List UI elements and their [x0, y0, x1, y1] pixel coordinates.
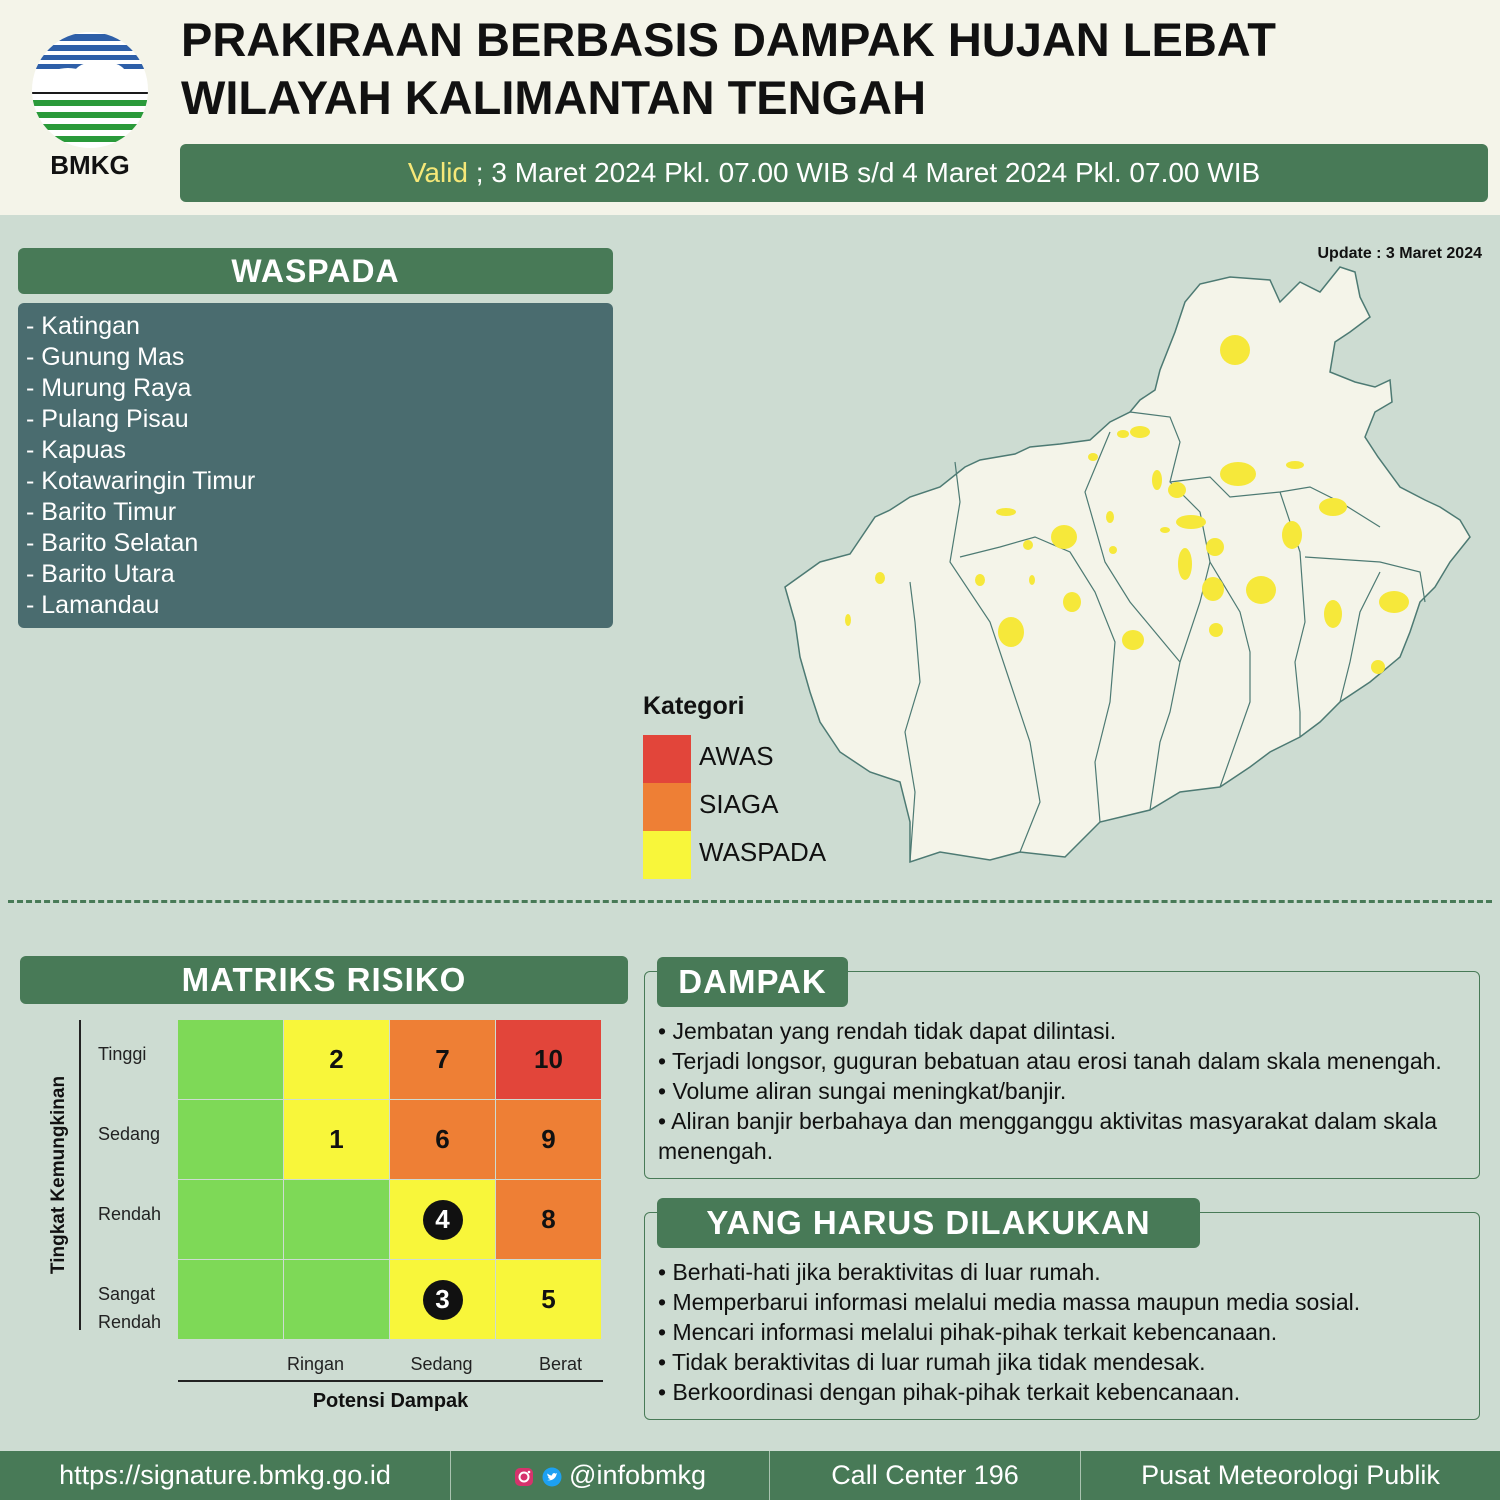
matrix-cell	[284, 1100, 389, 1179]
matrix-cell	[178, 1260, 283, 1339]
region-item: - Pulang Pisau	[26, 405, 189, 433]
action-item: • Tidak beraktivitas di luar rumah jika tidak mendesak.	[658, 1349, 1206, 1375]
matrix-cell-value: 7	[435, 1044, 450, 1074]
matrix-cell-value: 9	[541, 1124, 556, 1154]
row-label-sedang: Sedang	[98, 1124, 161, 1144]
region-item: - Barito Utara	[26, 560, 175, 588]
row-label-rendah: Rendah	[98, 1204, 162, 1224]
legend-swatch-awas	[643, 735, 691, 783]
row-label-tinggi: Tinggi	[98, 1044, 147, 1064]
legend-label-siaga: SIAGA	[699, 789, 779, 819]
y-axis-title: Tingkat Kemungkinan	[48, 1075, 69, 1275]
valid-period-bar	[180, 144, 1488, 202]
legend-label-waspada: WASPADA	[699, 837, 827, 867]
matrix-cell-value: 6	[435, 1124, 450, 1154]
dampak-item: • Jembatan yang rendah tidak dapat dilintasi.	[658, 1018, 1117, 1044]
matrix-cell	[390, 1180, 495, 1259]
dampak-item: • Aliran banjir berbahaya dan mengganggu aktivitas masyarakat dalam skala menengah.	[658, 1108, 1438, 1164]
x-axis-line	[178, 1380, 603, 1382]
row-label-sangat-rendah: Sangat Rendah	[98, 1284, 162, 1332]
region-item: - Lamandau	[26, 591, 160, 619]
update-label: Update : 3 Maret 2024	[1317, 245, 1482, 262]
waspada-region-list	[18, 303, 613, 628]
call-center: Call Center 196	[831, 1460, 1019, 1490]
matrix-cell-value: 3	[423, 1280, 463, 1320]
matrix-cell	[496, 1020, 601, 1099]
bmkg-logo	[30, 30, 150, 150]
page-title-line-2: WILAYAH KALIMANTAN TENGAH	[181, 71, 927, 124]
instagram-icon	[514, 1467, 534, 1487]
page-title-line-1: PRAKIRAAN BERBASIS DAMPAK HUJAN LEBAT	[181, 13, 1276, 66]
matrix-cell	[178, 1100, 283, 1179]
social-handle-text: @infobmkg	[569, 1460, 706, 1490]
matrix-cell	[284, 1260, 389, 1339]
col-label-sedang: Sedang	[410, 1354, 473, 1374]
matriks-risiko-header: MATRIKS RISIKO	[20, 956, 628, 1004]
matrix-cell	[496, 1180, 601, 1259]
yang-harus-dilakukan-header: YANG HARUS DILAKUKAN	[657, 1198, 1200, 1248]
matrix-cell-value: 1	[329, 1124, 344, 1154]
x-axis-title: Potensi Dampak	[312, 1390, 469, 1412]
matrix-cell-value: 5	[541, 1284, 556, 1314]
logo-text: BMKG	[50, 150, 130, 180]
y-axis-line	[79, 1020, 81, 1330]
matrix-cell	[496, 1100, 601, 1179]
valid-period-text: ; 3 Maret 2024 Pkl. 07.00 WIB s/d 4 Maret 2024 Pkl. 07.00 WIB	[468, 157, 1261, 188]
matrix-cell	[390, 1260, 495, 1339]
province-map	[780, 262, 1480, 867]
province-outline	[785, 267, 1470, 862]
action-item: • Berhati-hati jika beraktivitas di luar rumah.	[658, 1259, 1101, 1285]
matrix-cell-value: 10	[534, 1044, 563, 1074]
valid-label: Valid	[407, 157, 468, 188]
matrix-cell-value: 8	[541, 1204, 556, 1234]
matrix-cell	[178, 1020, 283, 1099]
dampak-item: • Terjadi longsor, guguran bebatuan atau erosi tanah dalam skala menengah.	[658, 1048, 1442, 1074]
legend-title: Kategori	[643, 692, 745, 720]
region-item: - Murung Raya	[26, 374, 192, 402]
matrix-cell	[284, 1020, 389, 1099]
matrix-cell-value: 4	[423, 1200, 463, 1240]
legend-label-awas: AWAS	[699, 741, 774, 771]
matrix-cell	[390, 1100, 495, 1179]
legend-swatch-waspada	[643, 831, 691, 879]
region-item: - Kotawaringin Timur	[26, 467, 256, 495]
matrix-cell	[178, 1180, 283, 1259]
waspada-header: WASPADA	[18, 248, 613, 294]
social-handle[interactable]	[451, 1451, 769, 1500]
dampak-item: • Volume aliran sungai meningkat/banjir.	[658, 1078, 1067, 1104]
matrix-cell	[284, 1180, 389, 1259]
legend-swatch-siaga	[643, 783, 691, 831]
twitter-icon	[542, 1467, 562, 1487]
dampak-header: DAMPAK	[657, 957, 848, 1007]
region-item: - Gunung Mas	[26, 343, 185, 371]
action-item: • Mencari informasi melalui pihak-pihak terkait kebencanaan.	[658, 1319, 1278, 1345]
organization-name: Pusat Meteorologi Publik	[1141, 1460, 1440, 1490]
matrix-cell	[496, 1260, 601, 1339]
matrix-cell-value: 2	[329, 1044, 344, 1074]
region-item: - Kapuas	[26, 436, 127, 464]
region-item: - Katingan	[26, 312, 140, 340]
website-link[interactable]: https://signature.bmkg.go.id	[59, 1460, 391, 1490]
region-item: - Barito Timur	[26, 498, 177, 526]
col-label-ringan: Ringan	[286, 1354, 345, 1374]
col-label-berat: Berat	[538, 1354, 583, 1374]
action-item: • Memperbarui informasi melalui media massa maupun media sosial.	[658, 1289, 1361, 1315]
region-item: - Barito Selatan	[26, 529, 199, 557]
matrix-cell	[390, 1020, 495, 1099]
action-item: • Berkoordinasi dengan pihak-pihak terkait kebencanaan.	[658, 1379, 1241, 1405]
section-divider	[8, 900, 1492, 903]
